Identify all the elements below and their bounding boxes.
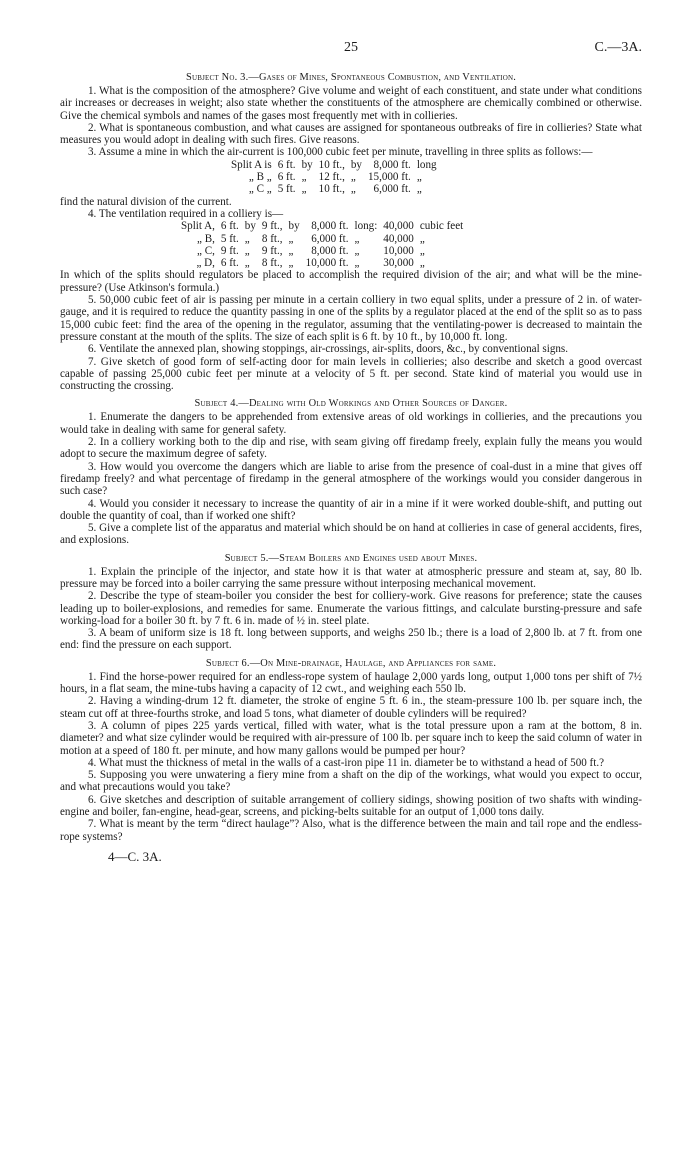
document-page	[60, 40, 642, 865]
table-cell: „ D,	[196, 257, 215, 270]
table-cell: „	[419, 244, 425, 257]
question-text: 3. A beam of uniform size is 18 ft. long between supports, and weighs 250 lb.; there is a load of 2,800 lb. at 7 ft. from one end: find the pressure on each support.	[60, 627, 642, 652]
subject-3-heading: Subject No. 3.—Gases of Mines, Spontaneous Combustion, and Ventilation.	[185, 72, 517, 83]
table-cell: 12 ft.,	[318, 171, 345, 184]
table-cell: 10,000	[383, 244, 414, 257]
table-cell: „	[288, 257, 294, 270]
page-number: 25	[344, 40, 358, 55]
table-cell: „	[419, 232, 425, 245]
question-text: 4. Would you consider it necessary to increase the quantity of air in a mine if it were worked double-shift, and putting out double the quantity of coal, than if worked one shift?	[60, 497, 642, 522]
table-cell: 6 ft.	[277, 171, 296, 184]
table-cell: 9 ft.	[220, 244, 239, 257]
subject-4-heading: Subject 4.—Dealing with Old Workings and Other Sources of Danger.	[194, 398, 508, 410]
question-text: 7. What is meant by the term “direct haulage”? Also, what is the difference between the main and tail rope and the endless-rope systems?	[60, 818, 642, 843]
table-cell: 10,000 ft.	[305, 257, 349, 270]
table-cell: Split A is	[231, 158, 272, 171]
table-cell: long	[416, 158, 437, 171]
table-cell: „	[288, 232, 294, 245]
table-cell: 8,000 ft.	[311, 244, 349, 257]
question-text: 2. In a colliery working both to the dip and rise, with seam giving off firedamp freely, explain fully the means you would adopt to secure the maximum degree of safety.	[60, 436, 642, 461]
table-cell: „	[350, 171, 356, 184]
table-cell: „	[244, 257, 250, 270]
document-reference: C.—3A.	[594, 40, 642, 55]
page-footer-signature: 4—C. 3A.	[108, 848, 162, 864]
table-row	[178, 257, 466, 269]
table-cell: „	[244, 244, 250, 257]
page-header	[60, 40, 642, 66]
table-cell: „	[416, 183, 422, 196]
table-cell: „	[354, 244, 360, 257]
table-cell: 15,000 ft.	[367, 171, 411, 184]
table-cell: „	[301, 171, 307, 184]
table-cell: 30,000	[383, 257, 414, 270]
table-cell: „	[288, 244, 294, 257]
question-text: 5. Supposing you were unwatering a fiery mine from a shaft on the dip of the workings, what would you expect to occur, and what precautions would you take?	[60, 769, 642, 794]
question-text: 4. The ventilation required in a colliery is—	[88, 207, 284, 220]
question-text: 6. Ventilate the annexed plan, showing stoppings, air-crossings, air-splits, doors, &c., by conventional signs.	[88, 343, 569, 356]
table-row	[178, 233, 466, 245]
subject-6-section	[60, 657, 642, 843]
subject-3-section	[60, 71, 642, 392]
table-cell: „ C „	[248, 183, 272, 196]
question-text: 4. What must the thickness of metal in the walls of a cast-iron pipe 11 in. diameter be to withstand a head of 500 ft.?	[88, 756, 605, 769]
table-cell: by	[350, 158, 362, 171]
question-text: 1. Enumerate the dangers to be apprehended from extensive areas of old workings in collieries, and the precautions you would take in dealing with same for general safety.	[60, 411, 642, 436]
table-cell: 6 ft.	[220, 220, 239, 233]
table-cell: 8 ft.,	[261, 232, 283, 245]
splits-table-q3	[228, 159, 440, 196]
question-text: In which of the splits should regulators be placed to accomplish the required division of the air; and what will be the mine-pressure? (Use Atkinson's formula.)	[60, 269, 642, 294]
question-text: 7. Give sketch of good form of self-acting door for main levels in collieries; also describe and sketch a good overcast capable of passing 25,000 cubic feet per minute at a velocity of 5 ft. per second. State kind of material you would use in constructing the crossing.	[60, 355, 642, 393]
table-cell: 9 ft.,	[261, 220, 283, 233]
table-cell: „	[419, 257, 425, 270]
question-text: 1. What is the composition of the atmosphere? Give volume and weight of each constituent, and state under what conditions air increases or decreases in weight; also state whether the constituents of the atmosphere are chemically combined or otherwise. Give the chemical symbols and names of the gases most frequently met with in collieries.	[60, 85, 642, 122]
question-text: 5. Give a complete list of the apparatus and material which should be on hand at collieries in case of general accidents, fires, and explosions.	[60, 522, 642, 547]
table-cell: 9 ft.,	[261, 244, 283, 257]
table-cell: 8 ft.,	[261, 257, 283, 270]
question-text: 3. How would you overcome the dangers which are liable to arise from the presence of coal-dust in a mine that gives off firedamp freely? and what percentage of firedamp in the general atmosphere of the workings would you consider dangerous in such case?	[60, 460, 642, 498]
table-row	[228, 183, 440, 195]
question-text: 1. Find the horse-power required for an endless-rope system of haulage 2,000 yards long, output 1,000 tons per shift of 7½ hours, in a flat seam, the mine-tubs having a capacity of 12 cwt., and weighing each 550 lb.	[60, 670, 642, 696]
question-text: 3. A column of pipes 225 yards vertical, filled with water, what is the total pressure upon a ram at the bottom, 8 in. diameter? and what size cylinder would be required with air-pressure of 100 lb. per square inch to keep the said column of water in motion at a speed of 180 ft. per minute, and how many gallons would be pumped per hour?	[60, 719, 642, 757]
table-row	[178, 220, 466, 232]
table-cell: by	[301, 158, 313, 171]
question-text: 2. Describe the type of steam-boiler you consider the best for colliery-work. Give reasons for preference; state the causes leading up to boiler-explosions, and remedies for same. Enumerate the various fittings, and calculate bursting-pressure and safe working-load for a boiler 30 ft. by 7 ft. 6 in. made of ½ in. steel plate.	[60, 590, 642, 627]
table-cell: „	[350, 183, 356, 196]
table-cell: 5 ft.	[220, 232, 239, 245]
subject-5-section	[60, 552, 642, 652]
table-cell: „	[354, 232, 360, 245]
table-cell: „	[416, 171, 422, 184]
table-cell: 6,000 ft.	[373, 183, 411, 196]
table-cell: „	[301, 183, 307, 196]
table-cell: 6 ft.	[277, 158, 296, 171]
question-text: 3. Assume a mine in which the air-current is 100,000 cubic feet per minute, travelling in three splits as follows:—	[88, 146, 593, 159]
question-text: find the natural division of the current.	[60, 195, 232, 208]
table-cell: by	[244, 220, 256, 233]
table-cell: „ B „	[248, 171, 272, 184]
subject-5-heading: Subject 5.—Steam Boilers and Engines used about Mines.	[224, 552, 478, 564]
subject-4-section	[60, 397, 642, 546]
question-text: 2. Having a winding-drum 12 ft. diameter, the stroke of engine 5 ft. 6 in., the steam-pressure 100 lb. per square inch, the steam cut off at three-fourths stroke, and load 5 tons, what diameter of double cylinders will be required?	[60, 695, 642, 720]
table-row	[228, 171, 440, 183]
table-row	[178, 245, 466, 257]
table-cell: „	[244, 232, 250, 245]
table-cell: 40,000	[383, 220, 414, 233]
table-cell: 40,000	[383, 232, 414, 245]
question-text: 1. Explain the principle of the injector, and state how it is that water at atmospheric pressure and steam at, say, 80 lb. pressure may be forced into a boiler carrying the same pressure without interposing mechanical movement.	[60, 565, 642, 590]
table-cell: 10 ft.,	[318, 183, 345, 196]
table-cell: 6 ft.	[220, 257, 239, 270]
table-cell: 10 ft.,	[318, 158, 345, 171]
table-cell: by	[288, 220, 300, 233]
question-text: 5. 50,000 cubic feet of air is passing per minute in a certain colliery in two equal splits, under a pressure of 2 in. of water-gauge, and it is required to reduce the quantity passing in one of the splits by a regulator placed at the end of the split so as to pass 15,000 cubic feet: find the area of the opening in the regulator, assuming that the ventilating-power is decreased to maintain the pressure constant at the mouth of the splits. The size of each split is 6 ft. by 10 ft., by 10,000 ft. long.	[60, 294, 642, 343]
table-cell: Split A,	[181, 220, 215, 233]
table-cell: cubic feet	[419, 220, 464, 233]
table-cell: „	[354, 257, 360, 270]
table-cell: „ C,	[197, 244, 215, 257]
table-cell: 8,000 ft.	[311, 220, 349, 233]
table-cell: „ B,	[197, 232, 215, 245]
table-cell: 5 ft.	[277, 183, 296, 196]
table-cell: long:	[354, 220, 378, 233]
question-text: 2. What is spontaneous combustion, and what causes are assigned for spontaneous outbreaks of fire in collieries? State what measures you would adopt in dealing with such fires. Give reasons.	[60, 121, 642, 147]
splits-table-q4	[178, 220, 466, 269]
table-cell: 8,000 ft.	[373, 158, 411, 171]
table-cell: 6,000 ft.	[311, 232, 349, 245]
table-row	[228, 159, 440, 171]
subject-6-heading: Subject 6.—On Mine-drainage, Haulage, and Appliances for same.	[205, 657, 497, 669]
question-text: 6. Give sketches and description of suitable arrangement of colliery sidings, showing position of two shafts with winding-engine and boiler, fan-engine, head-gear, screens, and picking-belts suitable for an output of 1,000 tons daily.	[60, 793, 642, 819]
